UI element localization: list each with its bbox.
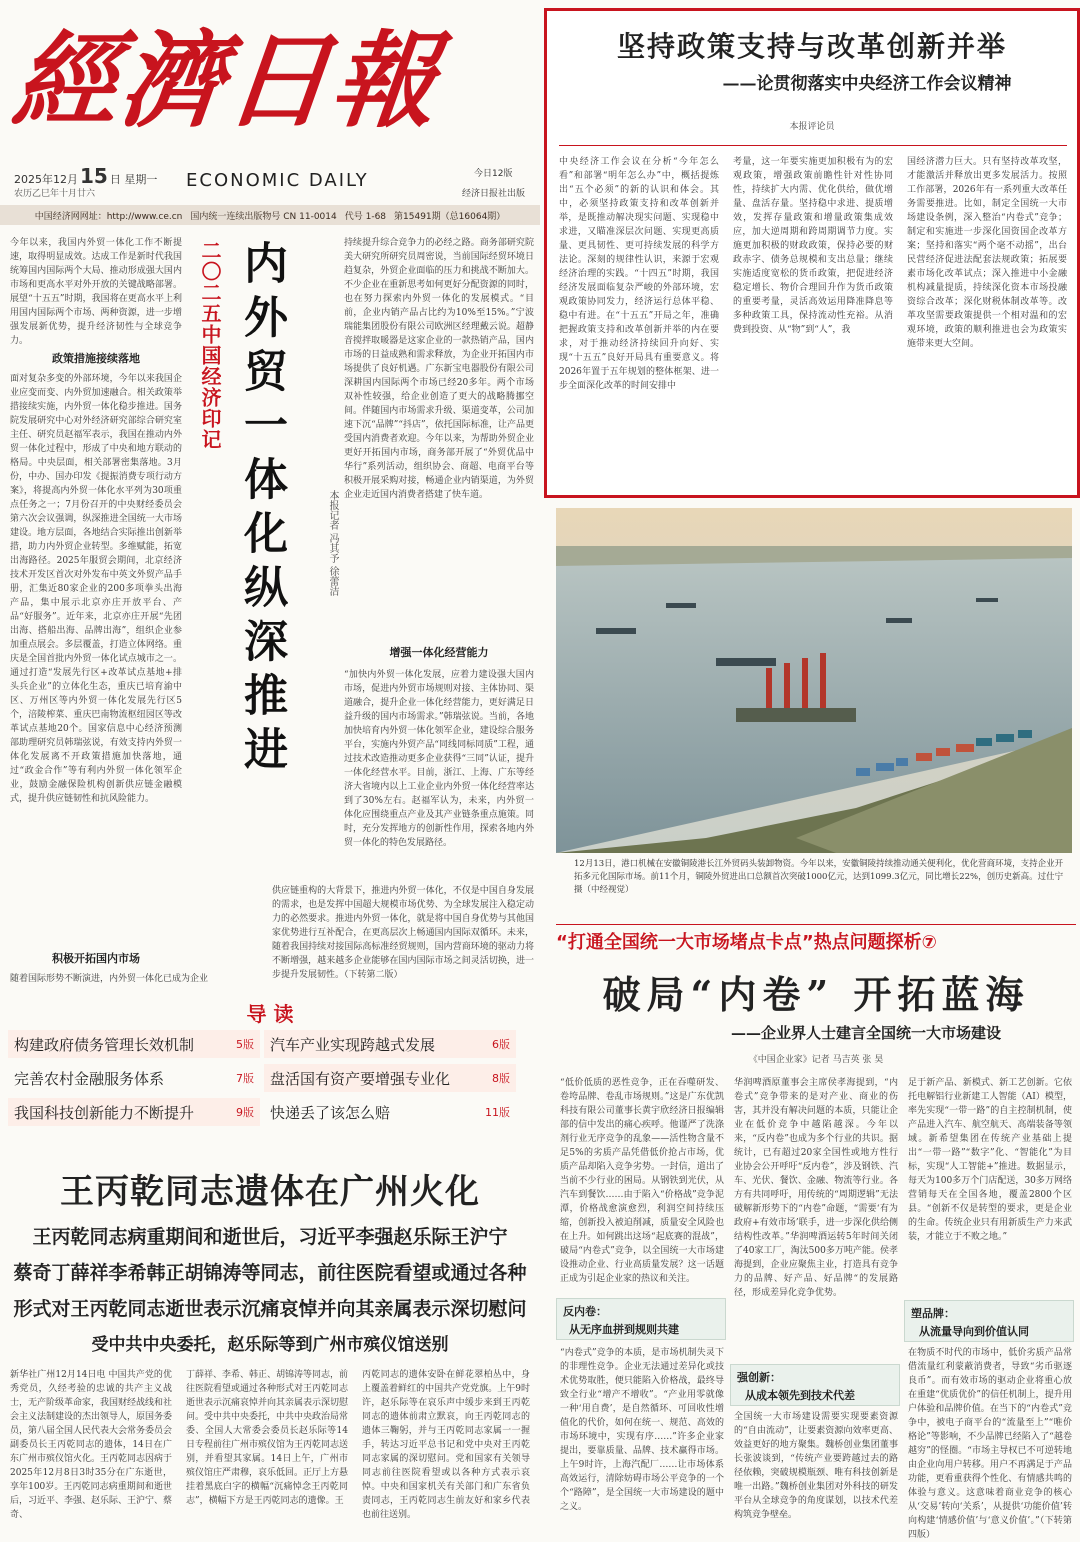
editorial-title: 坚持政策支持与改革创新并举 [616, 30, 1007, 63]
series-column-2b: 全国统一大市场建设需要实现要素资源的“自由流动”，让要素资源向效率更高、效益更好的地方聚集。魏桥创业集团董事长张波谈到，“传统产业要跨越过去的路径依赖，突破规模瓶颈、唯有科技创新是唯一出路。”魏桥创业集团对外科技的研发平台从全球竞争的角度谋划，以技术代差构筑竞争壁垒。 [734, 1412, 898, 1520]
lead-column-1-tail: 随着国际形势不断演进，内外贸一体化已成为企业 [10, 974, 209, 984]
lead-column-1-body: 面对复杂多变的外部环境，今年以来我国企业应变而变、内外贸加速融合。相关政策举措接续实施，内外贸一体化稳步推进。国务院发展研究中心对外经济研究部综合研究室主任、研究员赵福军表示，我国在推动内外贸一体化过程中，形成了中央和地方联动的格局。中央层面，相关部署密集落地。3月份，中办、国办印发《提振消费专项行动方案》，将提高内外贸一体化水平列为30项重点任务之一；7月份召开的中央财经委员会第六次会议强调，纵深推进全国统一大市场建设。地方层面，各地结合实际推出创新举措，助力内外贸企业转型。多维赋能，拓宽出海路径。2025年服贸会期间，北京经济技术开发区首次对外发布中英文外贸产品手册，汇集近80家企业的200多项拳头出海产品，集中展示北京亦庄开放平台、产品“好服务”。近年来，北京亦庄开展“先团出海、搭船出海、品牌出海”，组织企业参加重点展会。多层覆盖，打造立体网络。重庆是全国首批内外贸一体化试点城市之一。通过打造“发展先行区+改革试点基地+排头兵企业”的立体化生态，重庆已培育渝中区、万州区等内外贸一体化发展先行区5个，涪陵榨菜、重庆巴南物流枢纽园区等改革试点基地20个。国家信息中心经济预测部助理研究员韩瑞弦说，有效支持内外贸一体化发展离不开政策措施加快落地，通过“政金合作”等有利内外贸一体化领军企业，鼓励金融保险机构创新供应链金融模式，提升供应链韧性和抗风险能力。 [10, 374, 182, 804]
lead-column-2b: “加快内外贸一体化发展，应着力建设强大国内市场，促进内外贸市场规则对接、主体协同、渠道融合，提升企业一体化经营能力，更好满足日益升级的国内市场需求。”韩瑞弦说。当前，各地加快培育内外贸一体化领军企业，建设综合服务平台，实施内外贸产品“同线同标同质”工程，通过技术改造推动更多企业获得“三同”认证，提升一体化经营水平。目前，浙江、上海、广东等经济大省境内以上工业企业内外贸一体化经营率达到了30%左右。赵福军认为，未来，内外贸一体化应围绕重点产业及其产业链条重点施策。同时，充分发挥地方的创新性作用，探索各地内外贸一体化的特色发展路径。 [344, 670, 534, 848]
series-subtitle: ——企业界人士建言全国统一大市场建设 [730, 1024, 1001, 1042]
series-label: “打通全国统一大市场堵点卡点”热点问题探析⑦ [556, 932, 937, 953]
obituary-column-3: 丙乾同志的遗体安卧在鲜花翠柏丛中，身上覆盖着鲜红的中国共产党党旗。上午9时许，赵乐际等在哀乐声中缓步来到王丙乾同志的遗体前肃立默哀，向王丙乾同志的遗体三鞠躬，并与王丙乾同志家属一一握手，转达习近平总书记和党中央对王丙乾同志家属的深切慰问。党和国家有关领导同志前往医院看望或以各种方式表示哀悼。中央和国家机关有关部门和广东省负责同志，王丙乾同志生前友好和家乡代表也前往送别。 [362, 1370, 530, 1520]
issue-number: 第15491期（总16064期） [394, 211, 506, 222]
editorial-column-1: 中央经济工作会议在分析“今年怎么看”和部署“明年怎么办”中，概括提炼出“五个必须”的新的认识和体会。其中，必须坚持政策支持和改革创新并举，是既推动解决现实问题、实现稳中求进，又瞄准深层次问题、实现更高质量、更具韧性、更可持续发展的科学方法论。深刻的规律性认识，来源于宏观经济治理的实践。“十四五”时期，我国经济发展面临复杂严峻的外部环境，宏观政策协同发力，经济运行总体平稳、稳中有进。在“十五五”开局之年，准确把握政策支持和改革创新并举的内在要求，对于推动经济持续回升向好、实现“十五五”良好开局具有重要意义。将2026年置于五年规划的整体框架、进一步全面深化改革的时间安排中 [559, 157, 719, 391]
dateline [14, 164, 534, 200]
editorial-byline: 本报评论员 [789, 122, 835, 132]
obituary-title: 王丙乾同志遗体在广州火化 [60, 1172, 480, 1212]
port-photo [556, 508, 1072, 853]
divider [559, 145, 1067, 146]
date-day: 15 [80, 164, 108, 188]
guide-item[interactable]: 完善农村金融服务体系 7版 [14, 1069, 254, 1088]
series-title: 破局“内卷” 开拓蓝海 [602, 972, 1030, 1017]
website-link[interactable]: 中国经济网网址：http://www.ce.cn [34, 211, 183, 222]
lead-title: 内外贸一体化纵深推进 [236, 240, 287, 780]
editorial-subtitle: ——论贯彻落实中央经济工作会议精神 [722, 74, 1012, 94]
obituary-column-2: 丁薛祥、李希、韩正、胡锦涛等同志，前往医院看望或通过各种形式对王丙乾同志逝世表示沉痛哀悼并向其亲属表示深切慰问。受中共中央委托，中共中央政治局常委、全国人大常委会委员长赵乐际等14日专程前往广州市殡仪馆为王丙乾同志送别，并看望其家属。14日上午，广州市殡仪馆庄严肃穆，哀乐低回。正厅上方悬挂着黑底白字的横幅“沉痛悼念王丙乾同志”，横幅下方是王丙乾同志的遗像。王 [186, 1370, 349, 1506]
publisher: 经济日报社出版 [462, 189, 526, 199]
series-column-1: “低价低质的恶性竞争，正在吞噬研发、卷垮品牌、卷乱市场规则。”这是广东优凯科技有限公司董事长黄宇欣经济日报编辑部的信中发出的痛心疾呼。他谨严了洗涤剂行业无序竞争的乱象——活性物含量不足5%的劣质产品凭借低价抢占市场，优质产品却陷入竞争劣势。一封信，道出了当前不少行业的困局。从钢铁到光伏，从汽车到餐饮……由于陷入“价格战”竞争泥潭，价格战愈演愈烈，利润空间持续压缩，创新投入被迫削减，质量安全风险也在上升。如何跳出这场“起底赛的混战”，破局“内卷式”竞争，以全国统一大市场建设推动企业、行业高质量发展？这一话题正成为引起企业家的热议和关注。 [560, 1078, 724, 1284]
photo-caption: 12月13日，港口机械在安徽铜陵港长江外贸码头装卸物资。今年以来，安徽铜陵持续推动通关便利化，优化营商环境，支持企业开拓多元化国际市场。前11个月，铜陵外贸进出口总额首次突破1000亿元，达到1099.3亿元，同比增长22%，创历史新高。过仕宁摄（中经视觉） [574, 859, 1064, 895]
guide-title: 导 读 [246, 1002, 294, 1026]
series-column-2: 华润啤酒原董事会主席侯孝海提到，“内卷式”竞争带来的是对产业、商业的伤害，其并没有解决问题的本质，只能让企业在低价竞争中越陷越深。今年以来，“反内卷”也成为多个行业的共识。据统计，已有超过20家全国性或地方性行业协会公开呼吁“反内卷”，涉及钢铁、汽车、光伏、餐饮、金融、物流等行业。各方有共同呼吁，用传统的“周期逻辑”无法破解新形势下的“内卷”命题，“需要‘有为政府+有效市场’联手，进一步深化供给侧结构性改革。”华润啤酒运转5年时间关闭了40家工厂，淘汰500多万吨产能。侯孝海提到，企业应聚焦主业，打造具有竞争力的品牌、好产品、好品牌“的发展路径，形成差异化竞争优势。 [734, 1078, 898, 1298]
lead-column-1-intro: 今年以来，我国内外贸一体化工作不断提速，取得明显成效。达成工作是新时代我国统筹国内国际两个大局、推动形成强大国内市场和更高水平对外开放的关键战略部署。展望“十五五”时期，我国将在更高水平上利用国内国际两个市场、两种资源，进一步增强发展新优势，提升经济韧性与全球竞争力。 [10, 238, 182, 346]
obituary-subtitle-1: 王丙乾同志病重期间和逝世后，习近平李强赵乐际王沪宁 [32, 1226, 508, 1248]
english-title: ECONOMIC DAILY [186, 170, 369, 191]
lead-subhead-2: 积极开拓国内市场 [52, 952, 140, 965]
series-divider [556, 924, 1076, 925]
lead-subhead-3: 增强一体化经营能力 [389, 646, 489, 659]
lead-subhead-1: 政策措施接续落地 [52, 352, 140, 365]
page-count: 今日12版 [474, 169, 513, 179]
masthead [7, 6, 534, 156]
section-box-brand: 塑品牌： 从流量导向到价值认同 [904, 1300, 1074, 1342]
series-column-3b: 在物质不时代的市场中，低价劣质产品常借流量红利蒙蔽消费者，导致“劣币驱逐良币”。而有效市场的驱动企业将重心放在重建“优质优价”的信任机制上，提升用户体验和品牌价值。在当下的“内卷式”竞争中，被电子商平台的“流量至上”“唯价格论”等影响，不少品牌已经陷入了“越卷越穷”的怪圈。“市场主导权已不可逆转地由企业向用户转移。用户不再满足于产品功能，更看重获得个性化、有情感共鸣的体验与意义。这意味着商业竞争的核心从‘交易’转向‘关系’，从提供‘功能价值’转向构建‘情感价值’与‘意义价值’。”（下转第四版） [908, 1348, 1072, 1540]
date-prefix: 2025年12月 [14, 173, 78, 186]
post-code: 代号 1-68 [344, 211, 387, 222]
editorial-box [544, 8, 1080, 498]
obituary-column-1: 新华社广州12月14日电 中国共产党的优秀党员，久经考验的忠诚的共产主义战士，无产阶级革命家，我国财经战线和社会主义法制建设的杰出领导人，原国务委员，第八届全国人民代表大会常务委员会副委员长王丙乾同志的遗体，14日在广东广州市殡仪馆火化。王丙乾同志因病于2025年12月8日3时35分在广东逝世，享年100岁。王丙乾同志病重期间和逝世后，习近平、李强、赵乐际、王沪宁、蔡奇、 [10, 1370, 173, 1520]
series-byline: 《中国企业家》记者 马吉英 张 昊 [748, 1055, 884, 1065]
editorial-column-2: 考量，这一年要实施更加积极有为的宏观政策，增强政策前瞻性针对性协同性，持续扩大内需、优化供给，做优增量、盘活存量。坚持稳中求进、提质增效，发挥存量政策和增量政策集成效应，加大逆周期和跨周期调节力度。实施更加积极的财政政策，保持必要的财政赤字、债务总规模和支出总量；继续实施适度宽松的货币政策，把促进经济稳定增长、物价合理回升作为货币政策的重要考量，灵活高效运用降准降息等多种政策工具，保持流动性充裕。从消费到投资、从“物”到“人”，我 [733, 157, 893, 335]
lead-column-2: 持续提升综合竞争力的必经之路。商务部研究院美大研究所研究员周密说，当前国际经贸环境日趋复杂，外贸企业面临的压力和挑战不断加大。不少企业在重新思考如何更好分配资源的同时，也在努力探索内外贸一体化的发展模式。“目前，企业内销产品占比约为10%至15%。”宁波瑞能集团股份有限公司欧洲区经理戴云说。超静音搅拌取暖器是这家企业的一款热销产品，国内市场的日益成熟和需求释放，为企业开拓国内市场提供了良好机遇。广东新宝电器股份有限公司深耕国内国际两个市场已经20多年。两个市场双补性较强，给企业创造了更大的战略腾挪空间。伴随国内市场需求升级、渠道变革，公司加速下沉“品牌”“抖店”，依托国际标准，让产品更受国内消费者欢迎。今年以来，为帮助外贸企业更好开拓国内市场，商务部开展了“外贸优品中华行”系列活动，组织协会、商超、电商平台等积极开展采购对接，畅通企业内销渠道，为外贸企业走近国内消费者搭建了快车道。 [344, 238, 534, 500]
lead-label: 二〇二五中国经济印记 [198, 240, 222, 450]
guide-item[interactable]: 构建政府债务管理长效机制 5版 [8, 1030, 260, 1058]
section-box-innovation: 强创新： 从成本领先到技术代差 [730, 1364, 900, 1406]
lead-column-2c: 供应链重构的大背景下，推进内外贸一体化，不仅是中国自身发展的需求，也是发挥中国超大规模市场优势、为全球发展注入稳定动力的必然要求。推进内外贸一体化，就是将中国自身优势与其他国家优势进行互补配合，在更高层次上畅通国内国际双循环。未来，随着我国持续对接国际高标准经贸规则，国内营商环境的驱动力将不断增强，越来越多企业能够在国内国际市场之间灵活切换，进一步提升发展韧性。（下转第二版） [272, 886, 534, 980]
obituary-subtitle-2: 蔡奇丁薛祥李希韩正胡锦涛等同志，前往医院看望或通过各种 [13, 1262, 527, 1284]
obituary-subtitle-4: 受中共中央委托，赵乐际等到广州市殡仪馆送别 [91, 1335, 449, 1355]
editorial-column-3: 国经济潜力巨大。只有坚持改革攻坚，才能激活并释放出更多发展活力。按照工作部署，2026年有一系列重大改革任务需要推进。比如，制定全国统一大市场建设条例，深入整治“内卷式”竞争；制定和实施进一步深化国资国企改革方案；坚持和落实“两个毫不动摇”，出台民营经济促进法配套法规政策；拓展要素市场化改革试点；深入推进中小金融机构减量提质，持续深化资本市场投融资综合改革；深化财税体制改革等。改革攻坚需要政策提供一个相对温和的宏观环境，政策的顺利推进也会为政策实施带来更大空间。 [907, 157, 1067, 349]
guide-item[interactable]: 汽车产业实现跨越式发展 6版 [264, 1030, 516, 1058]
date-suffix: 日 星期一 [109, 173, 158, 186]
newspaper-logo: 經濟日報 [7, 19, 445, 142]
lunar-date: 农历乙巳年十月廿六 [14, 189, 96, 199]
series-column-1b: “内卷式”竞争的本质，是市场机制失灵下的非理性竞争。企业无法通过差异化或技术优势取胜，便只能陷入价格战，最终导致全行业“增产不增收”。“产业用零就像一种‘用自费’，是自然循环、可回收性增值化的代价，如何在统一、规范、高效的市场环境中，实现有序……”许多企业家提出，要靠质量、品牌、技术赢得市场。上午9时许，上海汽配厂……让市场体系高效运行，清除妨碍市场公平竞争的一个个“路障”，是全国统一大市场建设的题中之义。 [560, 1348, 724, 1512]
section-box-anti-involution: 反内卷： 从无序血拼到规则共建 [556, 1298, 726, 1340]
info-bar [0, 205, 540, 225]
port-photo-image [556, 508, 1072, 853]
cn-number: 国内统一连续出版物号 CN 11-0014 [190, 211, 337, 222]
guide-item[interactable]: 快递丢了该怎么赔 11版 [270, 1103, 510, 1122]
series-column-3: 足于新产品、新模式、新工艺创新。它依托电解铝行业新建工人智能（AI）模型，率先实现“一带一路”的自主控制机制，使产品进入汽车、航空航天、高端装备等领域。新希望集团在传统产业基础上提出“一带一路”“数字”化、“智能化”为目标，实现“人工智能+”推进。数据显示，每天为100多万个门店配送，30多万网络营销每天在全国各地，覆盖2800个区县。“创新不仅是转型的要求，更是企业的生命。传统企业只有用新质生产力来武装，才能立于不败之地。” [908, 1078, 1072, 1242]
obituary-subtitle-3: 形式对王丙乾同志逝世表示沉痛哀悼并向其亲属表示深切慰问 [13, 1298, 527, 1320]
guide-item[interactable]: 盘活国有资产要增强专业化 8版 [264, 1064, 516, 1092]
lead-byline: 本报记者 冯其予 徐蕾洁 [327, 490, 338, 597]
guide-item[interactable]: 我国科技创新能力不断提升 9版 [8, 1098, 260, 1126]
